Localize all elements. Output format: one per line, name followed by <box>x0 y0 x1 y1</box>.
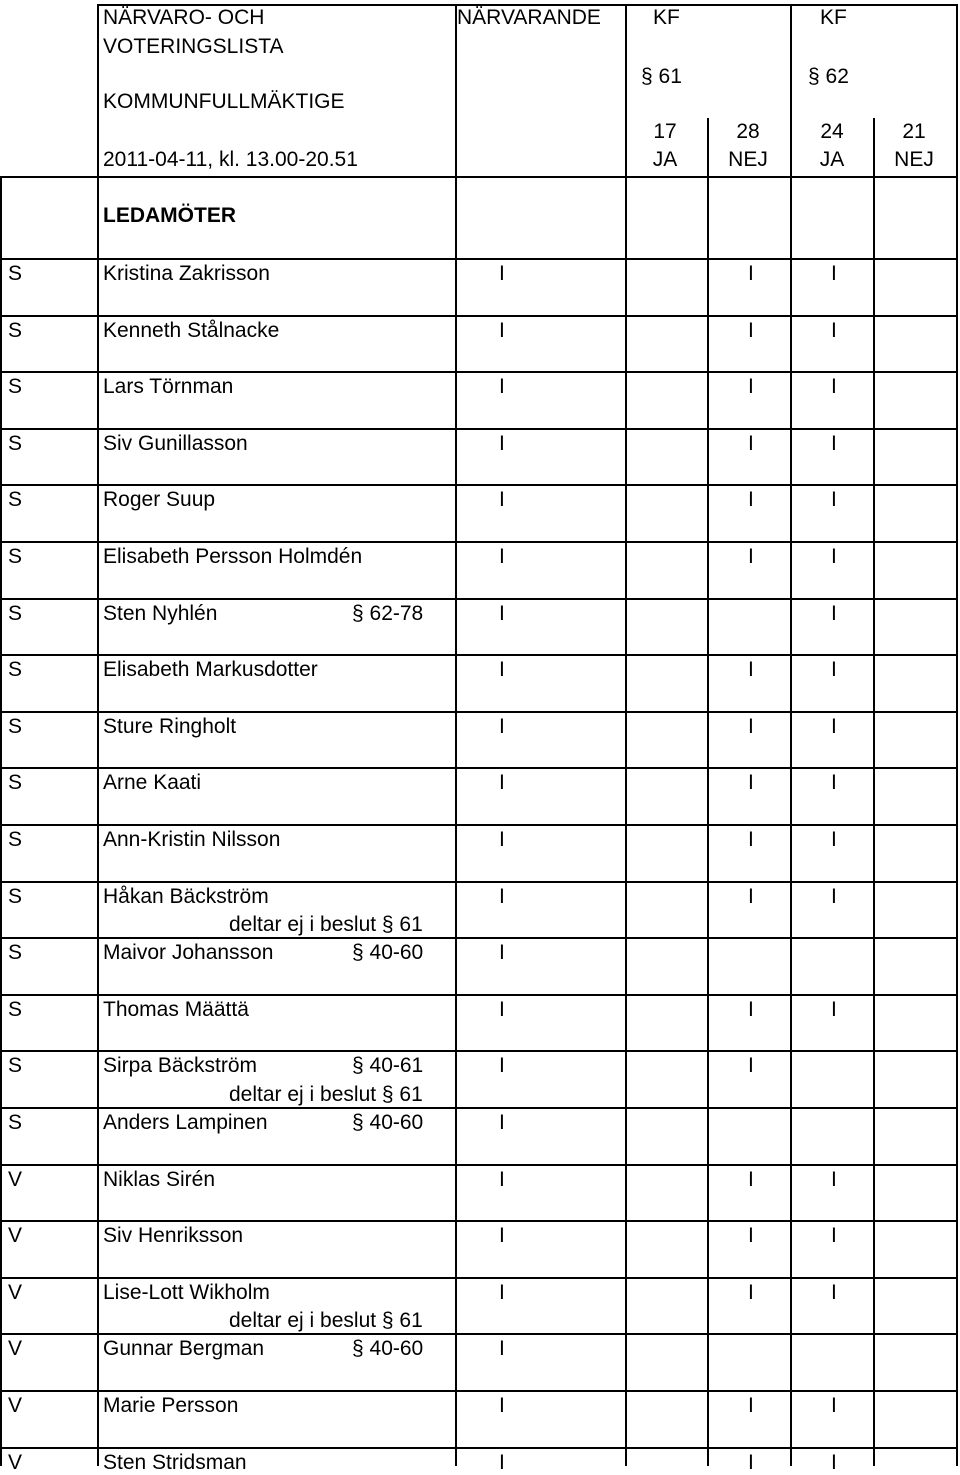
row-separator <box>0 881 958 883</box>
party-code: S <box>8 602 23 625</box>
present-mark: I <box>499 885 505 908</box>
kf1-vote-mark: I <box>748 319 754 342</box>
section-title: LEDAMÖTER <box>103 204 236 227</box>
party-code: S <box>8 262 23 285</box>
present-mark: I <box>499 602 505 625</box>
present-mark: I <box>499 1111 505 1134</box>
kf2-ja-right-border <box>873 118 875 1466</box>
party-code: S <box>8 998 23 1021</box>
present-mark: I <box>499 1224 505 1247</box>
kf2-vote-mark: I <box>831 1394 837 1417</box>
kf2-label: KF <box>820 6 847 29</box>
present-mark: I <box>499 715 505 738</box>
present-mark: I <box>499 488 505 511</box>
member-name: Gunnar Bergman <box>103 1337 265 1360</box>
kf1-vote-mark: I <box>748 1054 754 1077</box>
member-name: Maivor Johansson <box>103 941 274 964</box>
party-code: S <box>8 319 23 342</box>
kf2-paragraph: § 62 <box>808 65 849 88</box>
row-separator <box>0 428 958 430</box>
kf2-vote-mark: I <box>831 262 837 285</box>
present-mark: I <box>499 1054 505 1077</box>
name-column-right-border <box>455 4 457 1466</box>
kf2-vote-mark: I <box>831 375 837 398</box>
member-name: Sten Stridsman <box>103 1451 247 1474</box>
kf2-vote-mark: I <box>831 715 837 738</box>
kf1-vote-mark: I <box>748 658 754 681</box>
kf2-vote-mark: I <box>831 998 837 1021</box>
present-mark: I <box>499 941 505 964</box>
kf1-vote-mark: I <box>748 375 754 398</box>
kf1-vote-mark: I <box>748 715 754 738</box>
kf1-ja-count: 17 <box>653 120 677 143</box>
present-mark: I <box>499 771 505 794</box>
row-separator <box>0 598 958 600</box>
party-code: V <box>8 1168 23 1191</box>
present-mark: I <box>499 1394 505 1417</box>
participation-note: deltar ej i beslut § 61 <box>229 1309 423 1332</box>
row-separator <box>0 1277 958 1279</box>
paragraph-range: § 40-61 <box>352 1054 424 1077</box>
kf1-vote-mark: I <box>748 1451 754 1474</box>
party-code: S <box>8 715 23 738</box>
present-mark: I <box>499 1168 505 1191</box>
present-mark: I <box>499 1281 505 1304</box>
body-name: KOMMUNFULLMÄKTIGE <box>103 90 345 113</box>
kf1-vote-mark: I <box>748 1394 754 1417</box>
kf2-nej-count: 21 <box>902 120 926 143</box>
kf2-vote-mark: I <box>831 488 837 511</box>
row-separator <box>0 1050 958 1052</box>
kf1-vote-mark: I <box>748 1224 754 1247</box>
row-separator <box>0 1107 958 1109</box>
header-bottom-border <box>0 176 958 178</box>
member-name: Marie Persson <box>103 1394 239 1417</box>
row-separator <box>0 654 958 656</box>
kf2-ja-count: 24 <box>820 120 844 143</box>
kf2-vote-mark: I <box>831 885 837 908</box>
member-name: Elisabeth Persson Holmdén <box>103 545 363 568</box>
kf1-right-border <box>790 4 792 1466</box>
kf1-vote-mark: I <box>748 771 754 794</box>
row-separator <box>0 1447 958 1449</box>
meeting-date: 2011-04-11, kl. 13.00-20.51 <box>103 148 358 171</box>
kf1-vote-mark: I <box>748 885 754 908</box>
present-mark: I <box>499 545 505 568</box>
present-mark: I <box>499 658 505 681</box>
kf2-vote-mark: I <box>831 1451 837 1474</box>
kf1-vote-mark: I <box>748 1281 754 1304</box>
kf2-vote-mark: I <box>831 432 837 455</box>
member-name: Anders Lampinen <box>103 1111 268 1134</box>
member-name: Lars Törnman <box>103 375 234 398</box>
row-separator <box>0 315 958 317</box>
member-name: Elisabeth Markusdotter <box>103 658 318 681</box>
kf1-ja-right-border <box>707 118 709 1466</box>
kf1-vote-mark: I <box>748 488 754 511</box>
member-name: Ann-Kristin Nilsson <box>103 828 281 851</box>
row-separator <box>0 1390 958 1392</box>
member-name: Kristina Zakrisson <box>103 262 270 285</box>
kf1-paragraph: § 61 <box>641 65 682 88</box>
kf2-vote-mark: I <box>831 602 837 625</box>
member-name: Håkan Bäckström <box>103 885 269 908</box>
present-mark: I <box>499 1451 505 1474</box>
party-code: V <box>8 1451 23 1474</box>
paragraph-range: § 40-60 <box>352 941 424 964</box>
paragraph-range: § 40-60 <box>352 1337 424 1360</box>
name-column-left-border <box>97 4 99 1466</box>
kf1-ja-label: JA <box>652 148 678 171</box>
present-column-header: NÄRVARANDE <box>457 6 601 29</box>
row-separator <box>0 937 958 939</box>
member-name: Arne Kaati <box>103 771 202 794</box>
party-code: S <box>8 941 23 964</box>
kf2-vote-mark: I <box>831 1168 837 1191</box>
kf2-vote-mark: I <box>831 1281 837 1304</box>
outer-right-border <box>956 4 958 1466</box>
title-line-2: VOTERINGSLISTA <box>103 35 284 58</box>
present-mark: I <box>499 432 505 455</box>
member-name: Siv Gunillasson <box>103 432 248 455</box>
kf2-vote-mark: I <box>831 319 837 342</box>
kf2-vote-mark: I <box>831 771 837 794</box>
row-separator <box>0 1333 958 1335</box>
party-code: V <box>8 1337 23 1360</box>
party-code: S <box>8 488 23 511</box>
party-code: S <box>8 432 23 455</box>
paragraph-range: § 62-78 <box>352 602 424 625</box>
kf1-vote-mark: I <box>748 545 754 568</box>
kf2-vote-mark: I <box>831 545 837 568</box>
member-name: Kenneth Stålnacke <box>103 319 280 342</box>
kf2-nej-label: NEJ <box>894 148 934 171</box>
present-column-right-border <box>625 4 627 1466</box>
member-name: Siv Henriksson <box>103 1224 244 1247</box>
outer-left-border <box>0 176 2 1466</box>
row-separator <box>0 371 958 373</box>
party-code: S <box>8 375 23 398</box>
participation-note: deltar ej i beslut § 61 <box>229 913 423 936</box>
member-name: Niklas Sirén <box>103 1168 216 1191</box>
present-mark: I <box>499 262 505 285</box>
kf1-vote-mark: I <box>748 998 754 1021</box>
party-code: S <box>8 1054 23 1077</box>
kf1-vote-mark: I <box>748 828 754 851</box>
title-line-1: NÄRVARO- OCH <box>103 6 265 29</box>
row-separator <box>0 994 958 996</box>
present-mark: I <box>499 319 505 342</box>
party-code: V <box>8 1224 23 1247</box>
present-mark: I <box>499 828 505 851</box>
member-name: Lise-Lott Wikholm <box>103 1281 270 1304</box>
row-separator <box>0 767 958 769</box>
kf1-vote-mark: I <box>748 432 754 455</box>
kf1-vote-mark: I <box>748 262 754 285</box>
party-code: S <box>8 828 23 851</box>
top-border <box>97 4 958 6</box>
kf2-vote-mark: I <box>831 658 837 681</box>
kf1-nej-label: NEJ <box>728 148 768 171</box>
member-name: Sirpa Bäckström <box>103 1054 258 1077</box>
kf1-vote-mark: I <box>748 1168 754 1191</box>
party-code: S <box>8 658 23 681</box>
party-code: S <box>8 771 23 794</box>
member-name: Thomas Määttä <box>103 998 249 1021</box>
kf2-vote-mark: I <box>831 828 837 851</box>
row-separator <box>0 541 958 543</box>
row-separator <box>0 258 958 260</box>
row-separator <box>0 1220 958 1222</box>
party-code: S <box>8 1111 23 1134</box>
party-code: V <box>8 1394 23 1417</box>
party-code: S <box>8 885 23 908</box>
member-name: Sten Nyhlén <box>103 602 218 625</box>
present-mark: I <box>499 375 505 398</box>
row-separator <box>0 484 958 486</box>
row-separator <box>0 1164 958 1166</box>
row-separator <box>0 711 958 713</box>
kf2-vote-mark: I <box>831 1224 837 1247</box>
kf1-label: KF <box>653 6 680 29</box>
paragraph-range: § 40-60 <box>352 1111 424 1134</box>
party-code: S <box>8 545 23 568</box>
row-separator <box>0 824 958 826</box>
kf1-nej-count: 28 <box>736 120 760 143</box>
party-code: V <box>8 1281 23 1304</box>
present-mark: I <box>499 1337 505 1360</box>
kf2-ja-label: JA <box>819 148 845 171</box>
member-name: Sture Ringholt <box>103 715 237 738</box>
present-mark: I <box>499 998 505 1021</box>
participation-note: deltar ej i beslut § 61 <box>229 1083 423 1106</box>
member-name: Roger Suup <box>103 488 216 511</box>
